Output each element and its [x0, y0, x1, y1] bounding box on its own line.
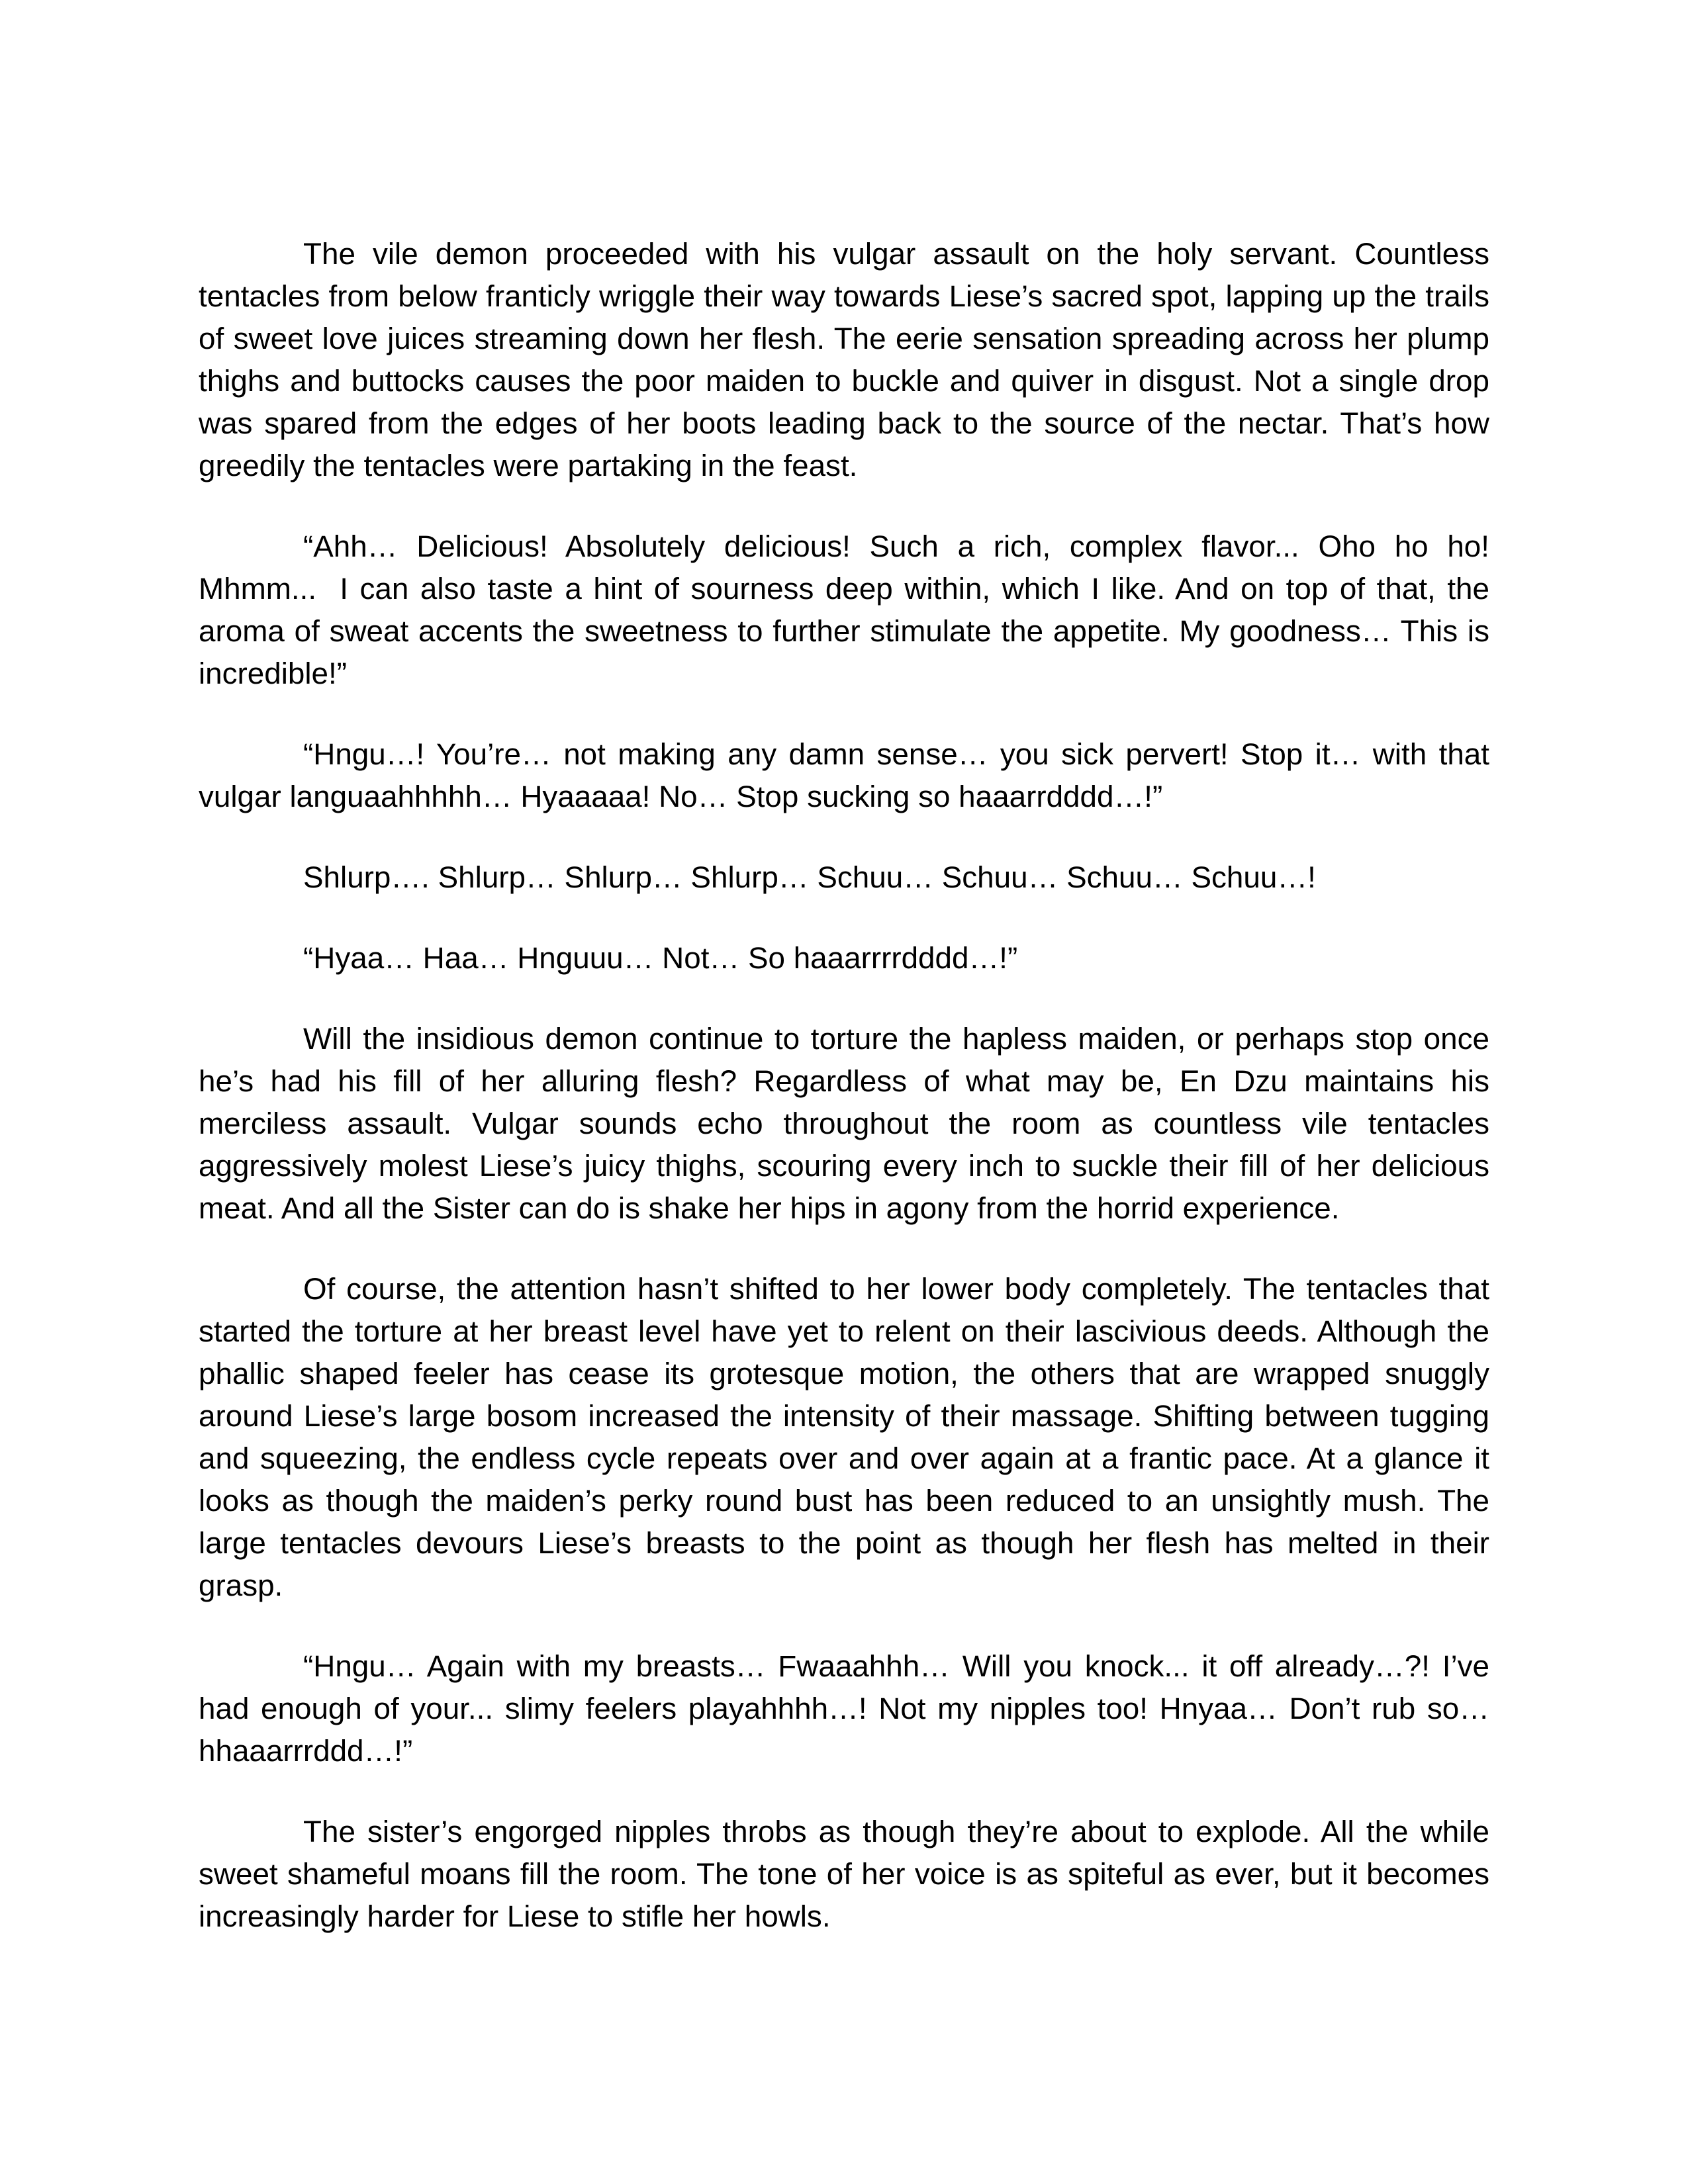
paragraph: The sister’s engorged nipples throbs as though they’re about to explode. All the while sweet shameful moans fill the room. The tone of her voice is as spiteful as ever, but it becomes increasingly harder for Liese to stifle her howls.: [199, 1815, 1498, 1933]
paragraph: “Hngu… Again with my breasts… Fwaaahhh… Will you knock... it off already…?! I’ve had enough of your... slimy feelers playahhhh…! Not my nipples too! Hnyaa… Don’t rub so… hhaaarrrddd…!”: [199, 1649, 1498, 1768]
paragraph: The vile demon proceeded with his vulgar assault on the holy servant. Countless tentacles from below franticly wriggle their way towards Liese’s sacred spot, lapping up the trails of sweet love juices streaming down her flesh. The eerie sensation spreading across her plump thighs and buttocks causes the poor maiden to buckle and quiver in disgust. Not a single drop was spared from the edges of her boots leading back to the source of the nectar. That’s how greedily the tentacles were partaking in the feast.: [199, 237, 1498, 482]
paragraph: Of course, the attention hasn’t shifted to her lower body completely. The tentacles that started the torture at her breast level have yet to relent on their lascivious deeds. Although the phallic shaped feeler has cease its grotesque motion, the others that are wrapped snuggly around Liese’s large bosom increased the intensity of their massage. Shifting between tugging and squeezing, the endless cycle repeats over and over again at a frantic pace. At a glance it looks as though the maiden’s perky round bust has been reduced to an unsightly mush. The large tentacles devours Liese’s breasts to the point as though her flesh has melted in their grasp.: [199, 1272, 1498, 1602]
paragraph: Will the insidious demon continue to torture the hapless maiden, or perhaps stop once he’s had his fill of her alluring flesh? Regardless of what may be, En Dzu maintains his merciless assault. Vulgar sounds echo throughout the room as countless vile tentacles aggressively molest Liese’s juicy thighs, scouring every inch to suckle their fill of her delicious meat. And all the Sister can do is shake her hips in agony from the horrid experience.: [199, 1022, 1498, 1225]
paragraph: Shlurp…. Shlurp… Shlurp… Shlurp… Schuu… Schuu… Schuu… Schuu…!: [303, 860, 1316, 894]
document-body: [199, 233, 1498, 1976]
paragraph: “Hngu…! You’re… not making any damn sense… you sick pervert! Stop it… with that vulgar languaahhhhh… Hyaaaaa! No… Stop sucking so haaarrdddd…!”: [199, 737, 1498, 813]
paragraph: “Hyaa… Haa… Hnguuu… Not… So haaarrrrdddd…!”: [303, 941, 1018, 975]
paragraph: “Ahh… Delicious! Absolutely delicious! Such a rich, complex flavor... Oho ho ho! Mhmm... I can also taste a hint of sourness deep within, which I like. And on top of that, the aroma of sweat accents the sweetness to further stimulate the appetite. My goodness… This is incredible!”: [199, 529, 1498, 690]
